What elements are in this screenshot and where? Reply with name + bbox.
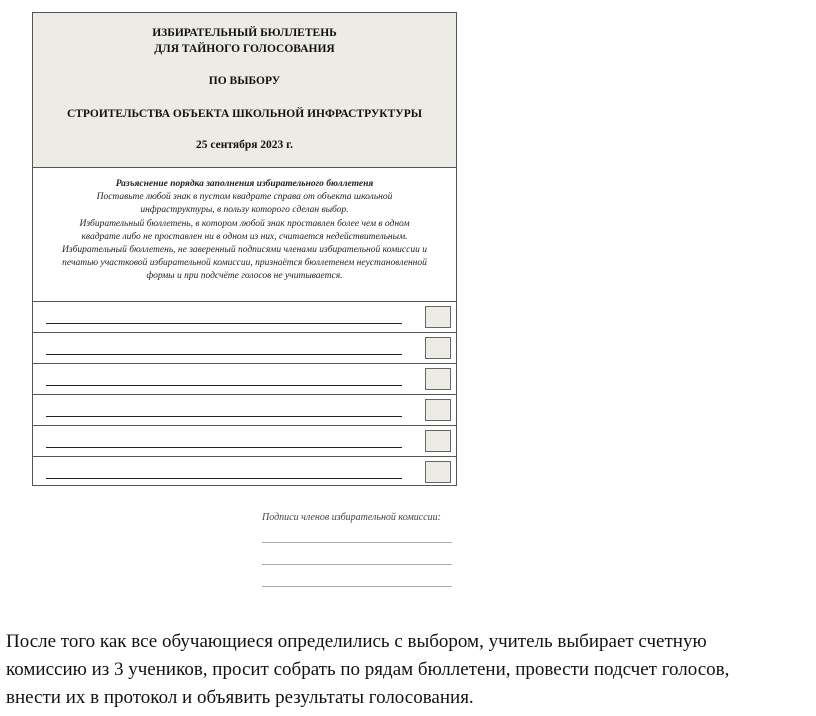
- vote-checkbox[interactable]: [425, 461, 451, 483]
- ballot-options: [33, 302, 456, 488]
- ballot-header: [33, 13, 456, 168]
- instructions-line: инфраструктуры, в пользу которого сделан выбор.: [140, 205, 349, 216]
- instructions-line: квадрате либо не проставлен ни в одном из них, считается недействительным.: [81, 231, 408, 242]
- paragraph-line: внести их в протокол и объявить результаты голосования.: [6, 687, 474, 708]
- vote-checkbox[interactable]: [425, 368, 451, 390]
- paragraph-line: После того как все обучающиеся определились с выбором, учитель выбирает счетную: [6, 631, 707, 652]
- signature-line: [262, 586, 452, 587]
- option-blank-line: [46, 447, 402, 448]
- instructions-line: Избирательный бюллетень, не заверенный подписями членами избирательной комиссии и: [62, 245, 427, 256]
- ballot-option-row: [33, 333, 456, 364]
- ballot-title-line2: ДЛЯ ТАЙНОГО ГОЛОСОВАНИЯ: [154, 43, 335, 55]
- instructions-line: Избирательный бюллетень, в котором любой знак проставлен более чем в одном: [79, 218, 410, 229]
- ballot-option-row: [33, 426, 456, 457]
- ballot-topic: СТРОИТЕЛЬСТВА ОБЪЕКТА ШКОЛЬНОЙ ИНФРАСТРУКТУРЫ: [66, 108, 423, 120]
- option-blank-line: [46, 416, 402, 417]
- option-blank-line: [46, 478, 402, 479]
- ballot-option-row: [33, 395, 456, 426]
- signature-line: [262, 542, 452, 543]
- paragraph-line: комиссию из 3 учеников, просит собрать по рядам бюллетени, провести подсчет голосов,: [6, 659, 730, 680]
- ballot-form: [32, 12, 457, 486]
- signature-line: [262, 564, 452, 565]
- ballot-date: 25 сентября 2023 г.: [196, 139, 293, 151]
- ballot-option-row: [33, 302, 456, 333]
- body-paragraph: [6, 628, 812, 712]
- option-blank-line: [46, 354, 402, 355]
- instructions-title: Разъяснение порядка заполнения избирательного бюллетеня: [115, 179, 374, 189]
- ballot-option-row: [33, 364, 456, 395]
- signatures-block: [262, 512, 462, 523]
- instructions-line: печатью участковой избирательной комиссии, признаётся бюллетенем неустановленной: [62, 258, 427, 269]
- ballot-subtitle: ПО ВЫБОРУ: [208, 75, 281, 87]
- instructions-line: формы и при подсчёте голосов не учитывается.: [146, 271, 343, 282]
- vote-checkbox[interactable]: [425, 337, 451, 359]
- option-blank-line: [46, 385, 402, 386]
- vote-checkbox[interactable]: [425, 430, 451, 452]
- vote-checkbox[interactable]: [425, 306, 451, 328]
- ballot-option-row: [33, 457, 456, 488]
- ballot-instructions: [33, 167, 456, 302]
- instructions-line: Поставьте любой знак в пустом квадрате справа от объекта школьной: [96, 192, 393, 203]
- vote-checkbox[interactable]: [425, 399, 451, 421]
- option-blank-line: [46, 323, 402, 324]
- signatures-label: Подписи членов избирательной комиссии:: [262, 512, 441, 523]
- ballot-title-line1: ИЗБИРАТЕЛЬНЫЙ БЮЛЛЕТЕНЬ: [152, 27, 337, 39]
